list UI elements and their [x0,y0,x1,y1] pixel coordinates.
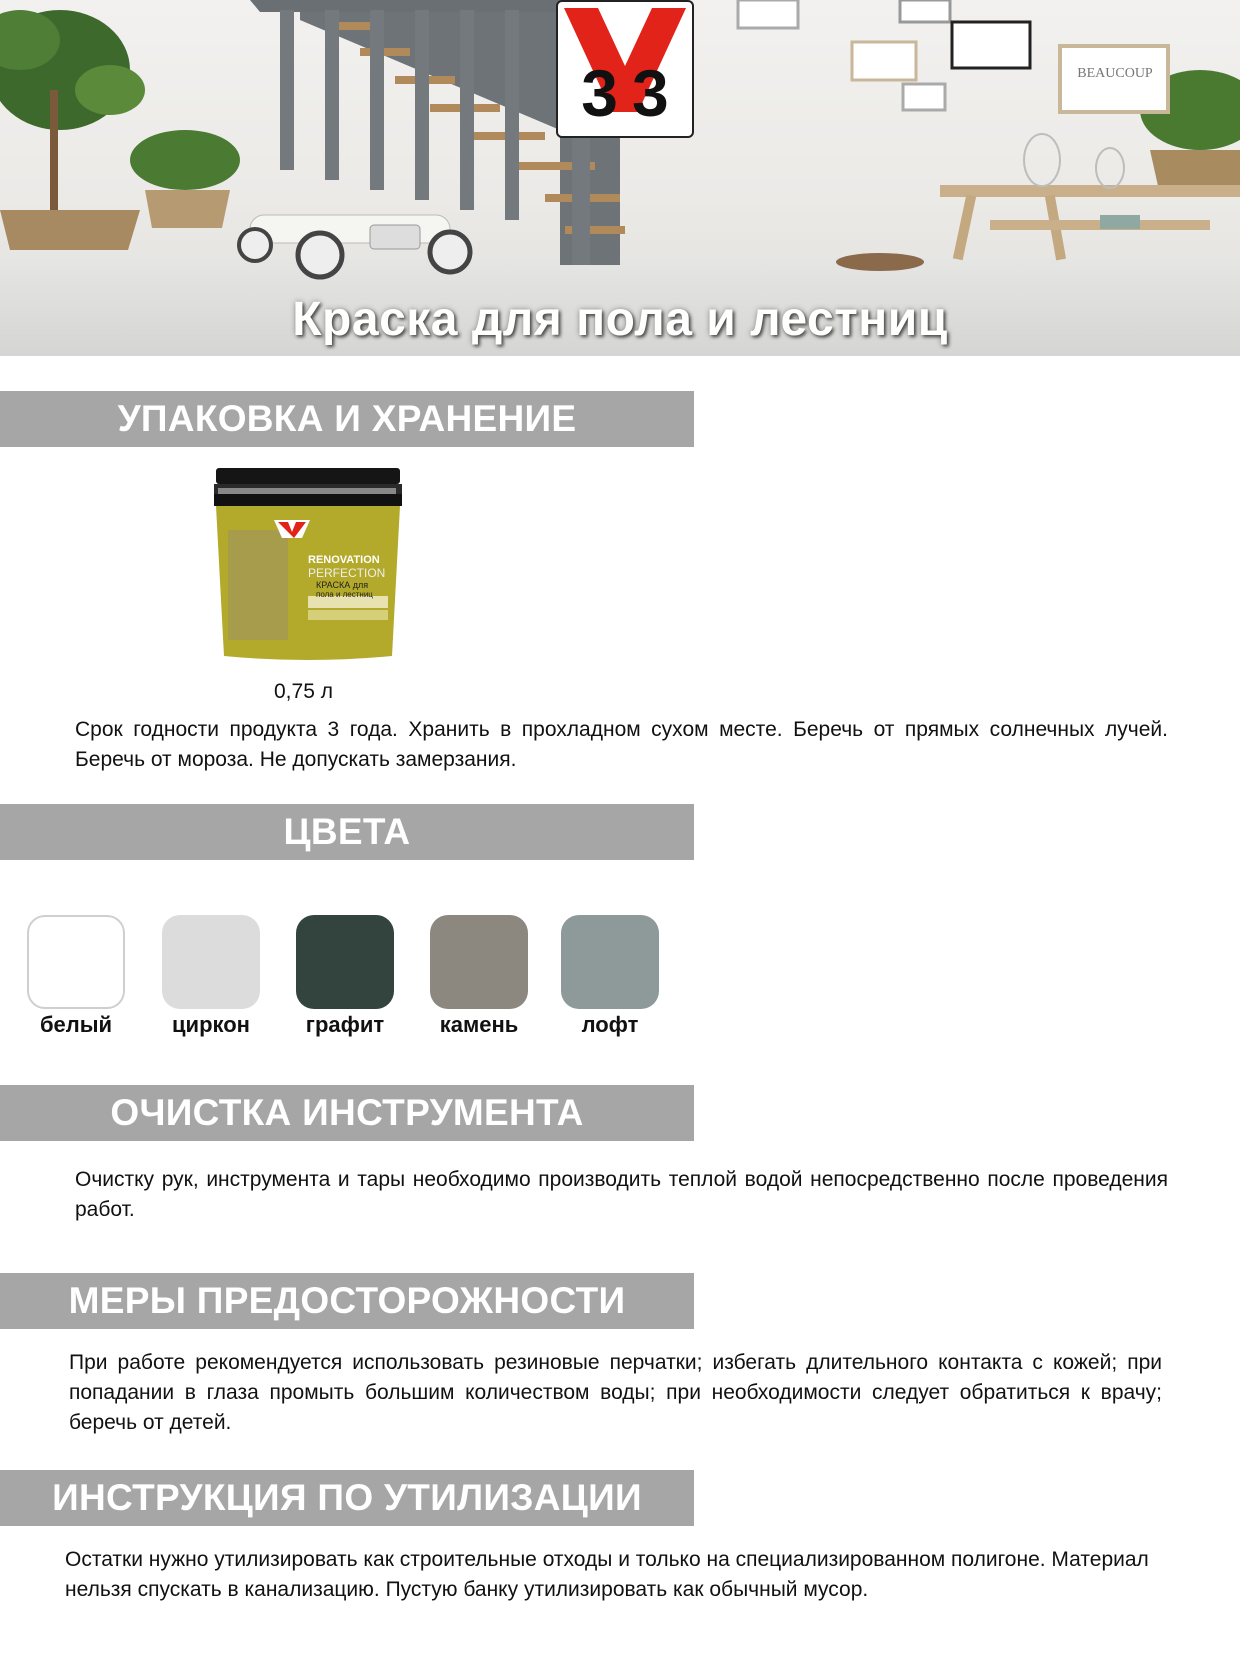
frame-text: BEAUCOUP [1077,66,1153,81]
disposal-heading: ИНСТРУКЦИЯ ПО УТИЛИЗАЦИИ [52,1477,642,1518]
colors-heading: ЦВЕТА [283,811,411,852]
swatch-graphite [296,915,394,1009]
packaging-text: Срок годности продукта 3 года. Хранить в прохладном сухом месте. Беречь от прямых солнечных лучей. Беречь от мороза. Не допускать замерзания. [75,718,1168,771]
swatch-label-zircon: циркон [172,1012,250,1037]
wall-shelf [940,185,1240,260]
cleaning-text: Очистку рук, инструмента и тары необходимо производить теплой водой непосредственно после проведения работ. [75,1168,1168,1221]
swatch-label-stone: камень [439,1012,519,1037]
cleaning-heading-band [0,1085,694,1141]
plant-left [0,10,145,250]
swatch-label-graphite: графит [305,1012,385,1037]
can-brand: RENOVATION [308,554,380,566]
swatch-label-white: белый [39,1012,113,1037]
can-name-line2: пола и лестниц [316,590,373,599]
packaging-heading-band [0,391,694,447]
disposal-heading-band [0,1470,694,1526]
colors-heading-band [0,804,694,860]
product-paint-can [212,466,412,666]
hero-title: Краска для пола и лестниц [292,293,948,346]
can-name-line1: КРАСКА для [316,580,369,590]
precautions-text: При работе рекомендуется использовать резиновые перчатки; избегать длительного контакта с кожей; при попадании в глаза промыть большим количеством воды; при необходимости следует обратиться к врачу; беречь от детей. [69,1351,1162,1434]
plant-small [130,130,240,228]
precautions-heading-band [0,1273,694,1329]
can-line: PERFECTION [308,566,386,580]
cleaning-heading: ОЧИСТКА ИНСТРУМЕНТА [110,1092,584,1133]
swatch-stone [430,915,528,1009]
swatch-white [27,915,125,1009]
picture-frames [738,0,1168,112]
toy-car [239,215,470,277]
v33-logo-number: 33 [581,56,683,130]
product-volume: 0,75 л [274,680,333,703]
precautions-heading: МЕРЫ ПРЕДОСТОРОЖНОСТИ [68,1280,626,1321]
packaging-heading: УПАКОВКА И ХРАНЕНИЕ [117,398,577,439]
swatch-loft [561,915,659,1009]
glass-jars [1024,134,1124,188]
swatch-zircon [162,915,260,1009]
v33-logo-icon [556,0,694,138]
disposal-text: Остатки нужно утилизировать как строительные отходы и только на специализированном полигоне. Материал нельзя спускать в канализацию. Пустую банку утилизировать как обычный мусор. [65,1548,1149,1601]
swatch-label-loft: лофт [581,1012,639,1037]
slippers [836,253,924,271]
